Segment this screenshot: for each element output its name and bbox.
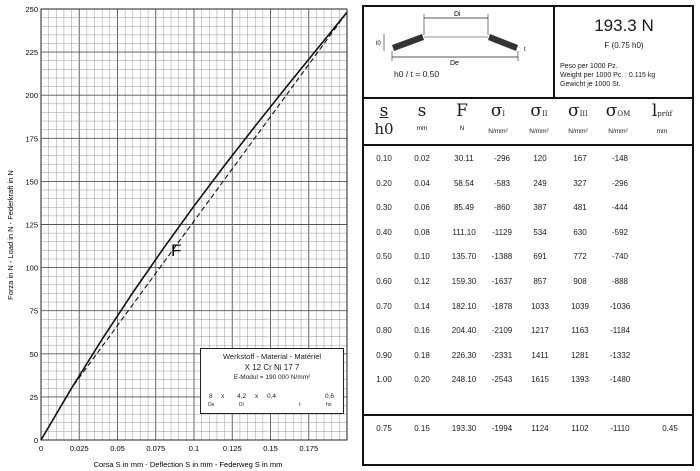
- x-axis-label: Corsa S in mm - Deflection S in mm - Federweg S in mm: [93, 460, 283, 469]
- table-cell: 0.06: [414, 203, 430, 213]
- table-cell: -1388: [491, 252, 513, 262]
- table-header-border: [364, 144, 692, 146]
- table-cell: 1393: [571, 375, 589, 385]
- material-grade: X 12 Cr Ni 17 7: [244, 363, 300, 372]
- table-cell: 0.50: [376, 252, 392, 262]
- header-bottom-border: [364, 97, 692, 99]
- table-cell: -860: [493, 203, 510, 213]
- table-cell: 85.49: [453, 203, 475, 213]
- dim-di: 4,2: [237, 393, 247, 400]
- col-head-sigma-iii: σIII N/mm²: [568, 101, 588, 135]
- table-row: [364, 179, 692, 201]
- col-head-sigma-ii: σII N/mm²: [529, 101, 549, 135]
- col-head-sigma-i: σI N/mm²: [488, 101, 508, 135]
- table-cell: 772: [573, 252, 587, 262]
- table-cell: 1615: [531, 375, 549, 385]
- dim-de: 8: [209, 393, 213, 400]
- table-cell: 30.11: [454, 154, 474, 163]
- table-row: [364, 351, 692, 373]
- table-cell: 0.90: [376, 350, 392, 360]
- table-row: [364, 228, 692, 250]
- table-cell: 248.10: [451, 375, 477, 385]
- material-dimensions: [207, 393, 337, 411]
- table-cell: 1281: [571, 350, 589, 360]
- table-footer-row: [364, 424, 692, 446]
- dim-ho: 0,6: [325, 393, 335, 400]
- table-cell: -1036: [609, 301, 631, 311]
- diagram-label-di: Di: [454, 11, 461, 18]
- x-tick-label: 0.1: [188, 444, 200, 453]
- table-cell: 111.10: [452, 227, 476, 237]
- dim-sub-ho: ho: [326, 402, 332, 408]
- table-cell: 0.10: [376, 154, 392, 163]
- table-footer-cell: 0.75: [376, 424, 392, 433]
- table-footer-cell: 0.15: [414, 424, 430, 433]
- table-cell: 204.40: [451, 326, 477, 336]
- x-tick-label: 0: [38, 444, 44, 453]
- spring-data-panel: [362, 5, 694, 466]
- table-cell: 1217: [531, 326, 549, 336]
- weight-line-en: Weight per 1000 Pc.: [560, 72, 624, 79]
- table-row: [364, 326, 692, 348]
- dim-sub-de: De: [208, 402, 215, 408]
- table-cell: 0.04: [414, 178, 430, 188]
- disc-spring-diagram: [364, 7, 550, 95]
- table-cell: 0.20: [376, 178, 392, 188]
- table-cell: 0.08: [414, 227, 430, 237]
- table-row: [364, 252, 692, 274]
- x-tick-label: 0.025: [69, 444, 89, 453]
- table-cell: 159.30: [451, 277, 477, 286]
- table-cell: -1332: [609, 350, 631, 360]
- table-cell: 135.70: [451, 252, 477, 262]
- y-tick-label: 250: [25, 5, 38, 14]
- table-cell: -1129: [492, 227, 512, 237]
- table-cell: 1039: [571, 301, 589, 311]
- table-cell: 249: [533, 178, 547, 188]
- y-tick-label: 50: [29, 349, 38, 359]
- table-footer-cell: 0.45: [662, 424, 678, 433]
- y-axis-label: Forza in N - Load in N - Federkraft in N: [6, 170, 15, 300]
- table-cell: -296: [611, 178, 628, 188]
- dim-x1: x: [221, 393, 225, 400]
- table-cell: -296: [493, 154, 510, 163]
- table-cell: -2543: [491, 375, 513, 385]
- table-footer-cell: -1110: [610, 424, 630, 433]
- table-cell: -888: [611, 277, 628, 286]
- table-footer-border: [364, 414, 692, 416]
- table-footer-cell: -1994: [491, 424, 513, 433]
- y-tick-label: 125: [25, 220, 38, 230]
- table-footer-cell: 193.30: [451, 424, 477, 433]
- ratio-label: h0 / t = 0.50: [394, 69, 440, 79]
- weight-info: [560, 62, 656, 89]
- table-cell: 0.12: [414, 277, 430, 286]
- weight-line-de: Gewicht je 1000 St.: [560, 81, 621, 88]
- col-head-l-pruef: lprüf mm: [651, 101, 673, 135]
- table-cell: 387: [533, 203, 547, 213]
- table-cell: 0.14: [414, 301, 430, 311]
- diagram-label-l0: l0: [376, 41, 381, 47]
- table-cell: -1184: [610, 326, 630, 336]
- table-cell: -740: [611, 252, 628, 262]
- table-row: [364, 154, 692, 176]
- table-cell: -2331: [491, 350, 513, 360]
- y-tick-label: 225: [25, 48, 38, 58]
- table-cell: -592: [611, 227, 628, 237]
- y-tick-label: 150: [25, 177, 38, 187]
- table-cell: 1033: [531, 301, 549, 311]
- table-footer-cell: 1102: [571, 424, 589, 433]
- y-tick-label: 200: [25, 91, 38, 101]
- table-cell: 691: [533, 252, 547, 262]
- material-modulus: E-Modul = 190 000 N/mm²: [233, 374, 311, 381]
- table-row: [364, 302, 692, 324]
- table-cell: 0.40: [376, 227, 392, 237]
- table-cell: 0.60: [376, 277, 392, 286]
- table-row: [364, 375, 692, 397]
- dim-x2: x: [255, 393, 259, 400]
- table-cell: -583: [493, 178, 510, 188]
- table-cell: 1163: [571, 326, 589, 336]
- y-tick-label: 75: [29, 306, 38, 316]
- dim-t: 0,4: [267, 393, 277, 400]
- x-tick-label: 0.075: [146, 444, 166, 453]
- weight-line-it: Peso per 1000 Pz.: [560, 63, 618, 70]
- col-sym-h0: h0: [374, 120, 394, 138]
- curve-label: F: [171, 241, 182, 260]
- weight-value: : 0.115 kg: [625, 72, 656, 79]
- table-cell: 0.30: [376, 203, 392, 213]
- y-tick-label: 100: [25, 263, 38, 273]
- table-cell: -148: [611, 154, 628, 163]
- y-tick-label: 175: [25, 134, 38, 144]
- col-head-s-over-h0: [366, 101, 402, 147]
- table-cell: 0.16: [414, 326, 430, 336]
- force-note: F (0.75 h0): [604, 41, 644, 50]
- diagram-label-de: De: [450, 60, 459, 67]
- y-tick-label: 25: [29, 392, 38, 402]
- table-cell: 226.30: [451, 350, 477, 360]
- material-box: [200, 348, 344, 414]
- table-cell: -444: [611, 203, 628, 213]
- force-value: 193.3 N: [594, 16, 654, 35]
- table-cell: -1480: [609, 375, 631, 385]
- material-title: Werkstoff - Material - Matériel: [222, 352, 322, 361]
- col-head-f: F N: [456, 101, 468, 132]
- x-tick-label: 0.175: [299, 444, 319, 453]
- dim-sub-t: t: [299, 402, 301, 408]
- y-tick-label: 0: [33, 436, 38, 445]
- table-cell: 327: [573, 178, 587, 188]
- table-cell: 182.10: [451, 301, 477, 311]
- table-cell: 58.54: [453, 178, 475, 188]
- panel-header: [364, 7, 692, 97]
- col-head-sigma-om: σOM N/mm²: [605, 101, 631, 135]
- table-cell: -1637: [491, 277, 513, 286]
- table-cell: 857: [533, 277, 547, 286]
- table-cell: 120: [533, 154, 547, 163]
- header-separator: [553, 7, 555, 97]
- table-cell: 0.20: [414, 375, 430, 385]
- table-cell: -2109: [491, 326, 513, 336]
- diagram-label-t: t: [524, 47, 526, 53]
- col-head-s: s mm: [416, 101, 428, 132]
- table-cell: 0.02: [414, 154, 430, 163]
- x-tick-label: 0.15: [263, 444, 278, 453]
- table-cell: 1.00: [376, 375, 392, 385]
- table-row: [364, 203, 692, 225]
- table-cell: 0.18: [414, 350, 430, 360]
- table-cell: 481: [573, 203, 587, 213]
- table-cell: 1411: [531, 350, 549, 360]
- table-cell: -1878: [491, 301, 513, 311]
- x-tick-label: 0.125: [222, 444, 242, 453]
- table-cell: 0.10: [414, 252, 430, 262]
- table-cell: 0.70: [376, 301, 392, 311]
- table-cell: 0.80: [376, 326, 392, 336]
- table-footer-cell: 1124: [531, 424, 549, 433]
- col-sym-s: s: [379, 101, 389, 121]
- dim-sub-di: Di: [239, 402, 244, 408]
- table-cell: 534: [533, 227, 547, 237]
- table-cell: 908: [573, 277, 587, 286]
- x-tick-label: 0.05: [110, 444, 125, 453]
- table-cell: 167: [573, 154, 587, 163]
- table-cell: 630: [573, 227, 587, 237]
- table-row: [364, 277, 692, 299]
